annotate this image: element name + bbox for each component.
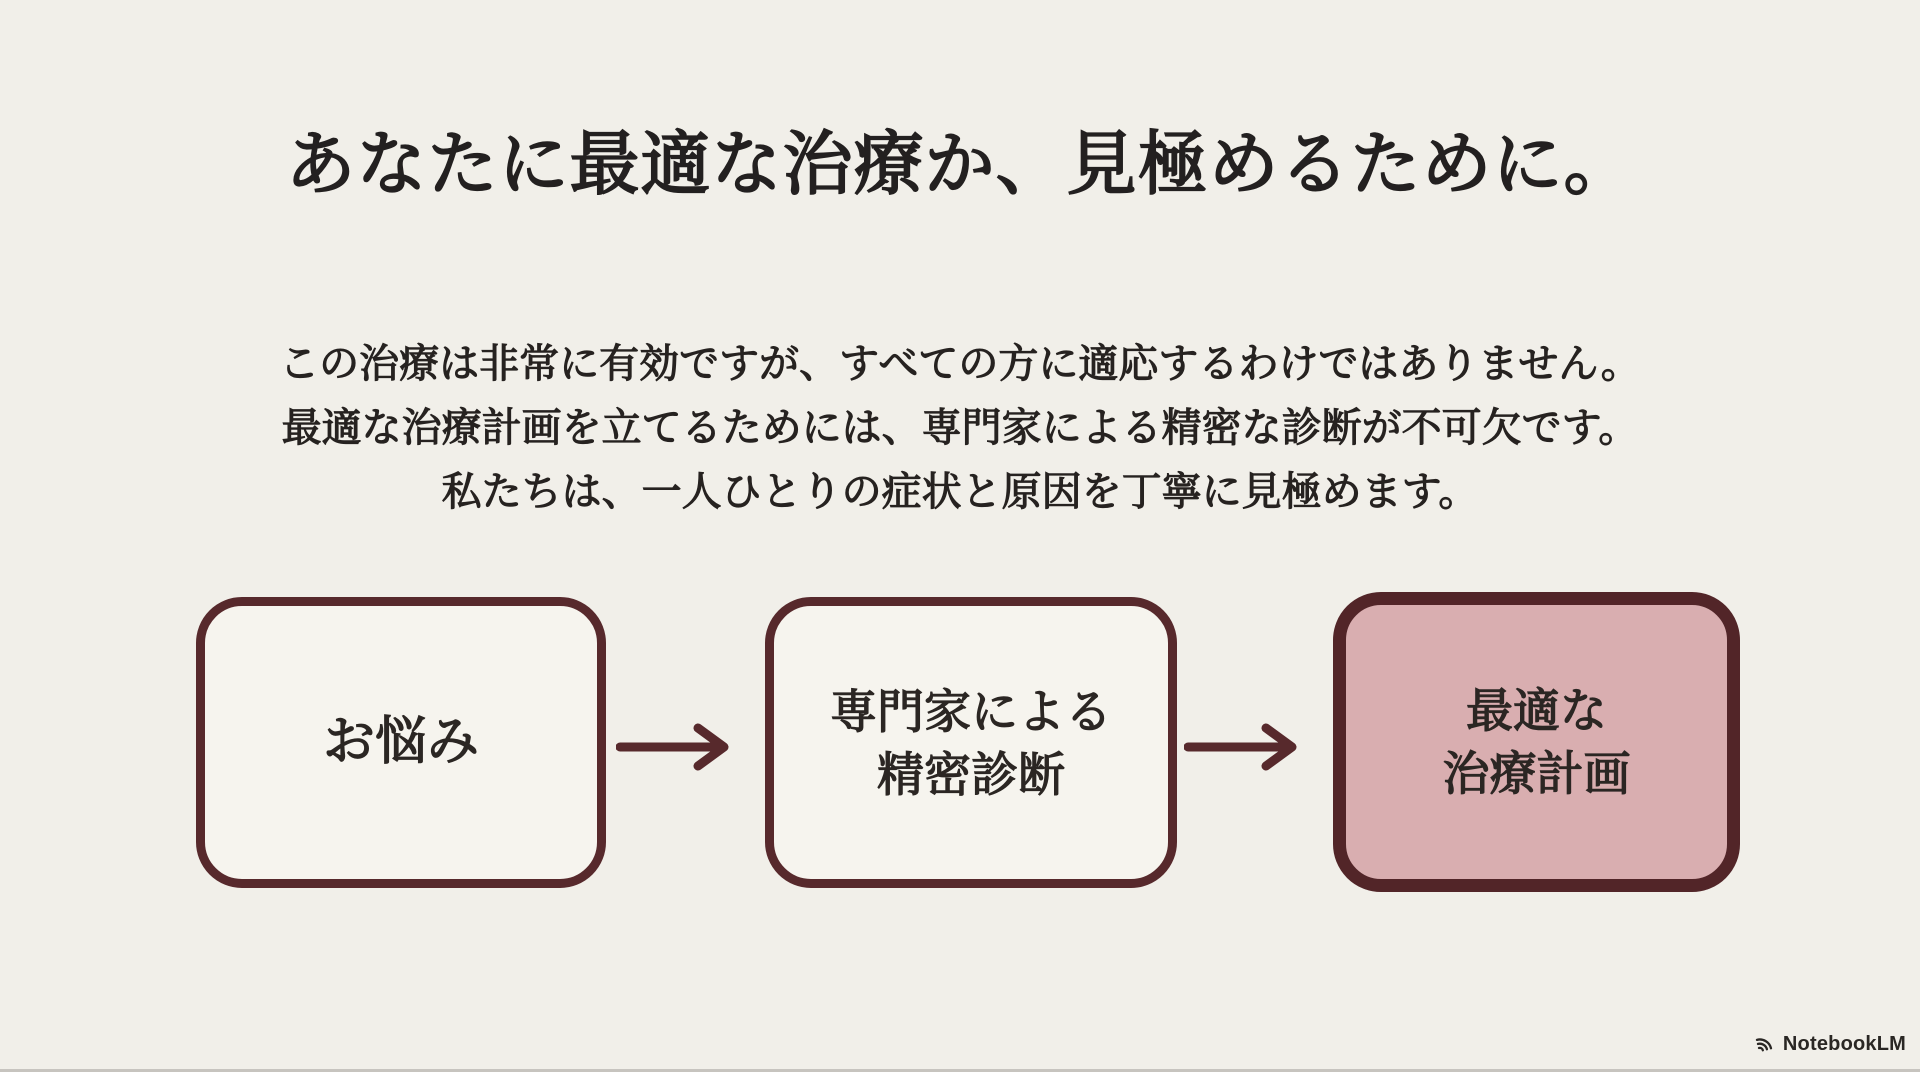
arrow-right-icon bbox=[616, 717, 750, 777]
body-line-1: この治療は非常に有効ですが、すべての方に適応するわけではありません。 bbox=[279, 342, 1641, 386]
slide-title: あなたに最適な治療か、見極めるために。 bbox=[285, 125, 1635, 203]
watermark-label: NotebookLM bbox=[1782, 1033, 1906, 1055]
flow-step-label: 治療計画 bbox=[1442, 747, 1631, 800]
body-line-2: 最適な治療計画を立てるためには、専門家による精密な診断が不可欠です。 bbox=[281, 406, 1639, 450]
flow-step-treatment-plan bbox=[1333, 592, 1740, 892]
flow-step-label: お悩み bbox=[322, 713, 479, 771]
flow-step-diagnosis bbox=[765, 597, 1177, 888]
flow-step-label: 最適な bbox=[1466, 684, 1607, 737]
flow-step-label: 専門家による bbox=[830, 684, 1112, 738]
notebooklm-logo-icon bbox=[1753, 1034, 1777, 1055]
arrow-right-icon bbox=[1184, 717, 1318, 777]
flow-step-label: 精密診断 bbox=[877, 747, 1065, 801]
notebooklm-watermark bbox=[1753, 1033, 1906, 1056]
body-line-3: 私たちは、一人ひとりの症状と原因を丁寧に見極めます。 bbox=[441, 470, 1479, 514]
flow-step-complaint bbox=[196, 597, 606, 888]
